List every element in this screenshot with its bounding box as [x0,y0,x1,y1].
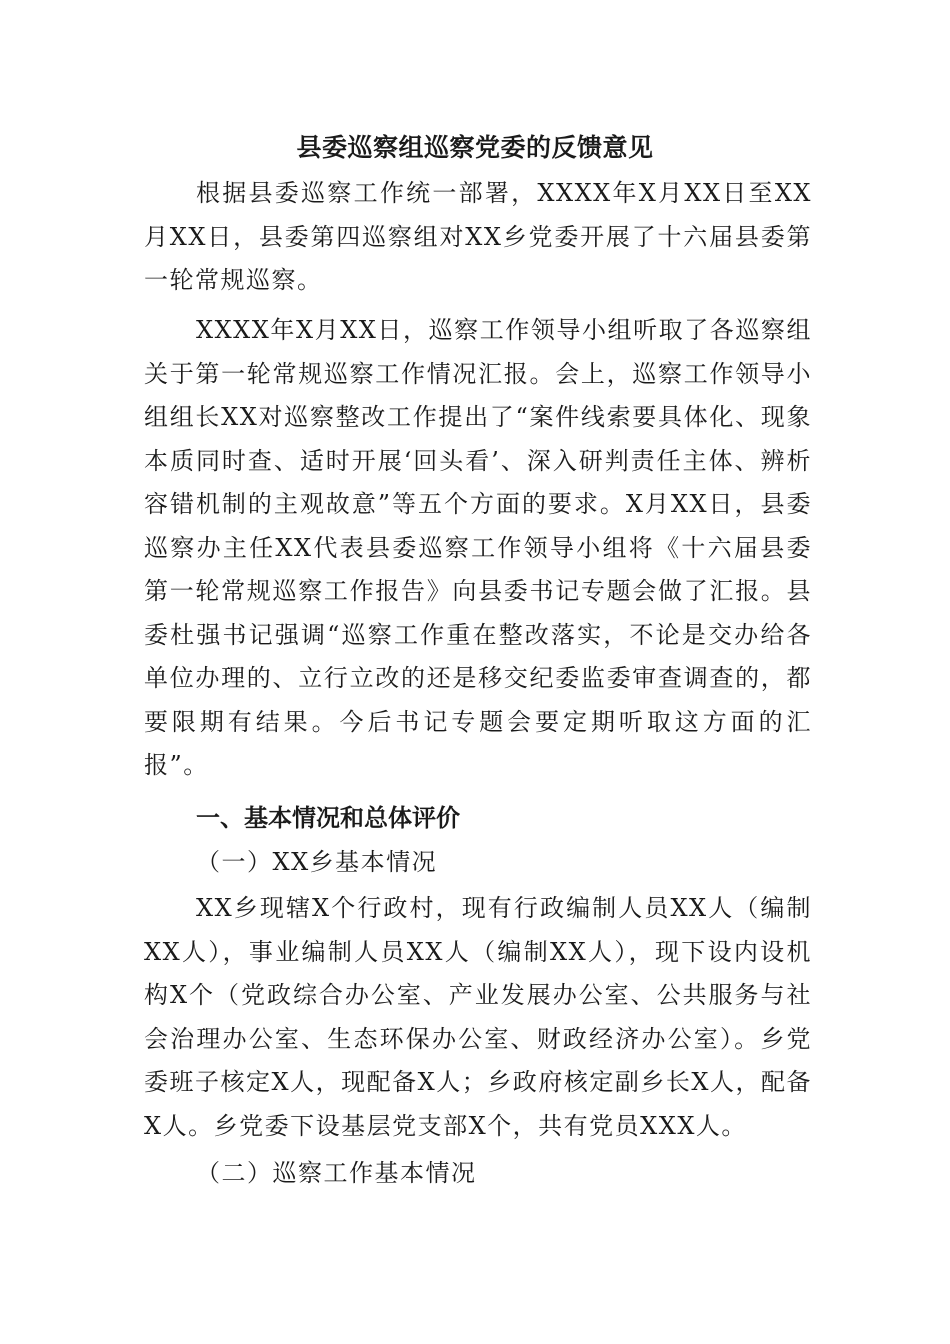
subsection-heading-inspection: （二）巡察工作基本情况 [196,1159,477,1187]
basic-situation-paragraph: XX乡现辖X个行政村，现有行政编制人员XX人（编制XX人），事业编制人员XX人（编制XX人），现下设内设机构X个（党政综合办公室、产业发展办公室、公共服务与社会治理办公室、生态环保办公室、财政经济办公室）。乡党委班子核定X人，现配备X人；乡政府核定副乡长X人，配备X人。乡党委下设基层党支部X个，共有党员XXX人。 [144,894,812,1140]
subsection-heading-basic: （一）XX乡基本情况 [196,848,438,876]
section-heading: 一、基本情况和总体评价 [196,804,460,832]
report-paragraph: XXXX年X月XX日，巡察工作领导小组听取了各巡察组关于第一轮常规巡察工作情况汇报。会上，巡察工作领导小组组长XX对巡察整改工作提出了“案件线索要具体化、现象本质同时查、适时开展‘回头看’、深入研判责任主体、辨析容错机制的主观故意”等五个方面的要求。X月XX日，县委巡察办主任XX代表县委巡察工作领导小组将《十六届县委第一轮常规巡察工作报告》向县委书记专题会做了汇报。县委杜强书记强调“巡察工作重在整改落实，不论是交办给各单位办理的、立行立改的还是移交纪委监委审查调查的，都要限期有结果。今后书记专题会要定期听取这方面的汇报”。 [144,316,812,779]
intro-paragraph: 根据县委巡察工作统一部署，XXXX年X月XX日至XX月XX日，县委第四巡察组对XX乡党委开展了十六届县委第一轮常规巡察。 [144,179,812,294]
document-title: 县委巡察组巡察党委的反馈意见 [296,133,654,162]
